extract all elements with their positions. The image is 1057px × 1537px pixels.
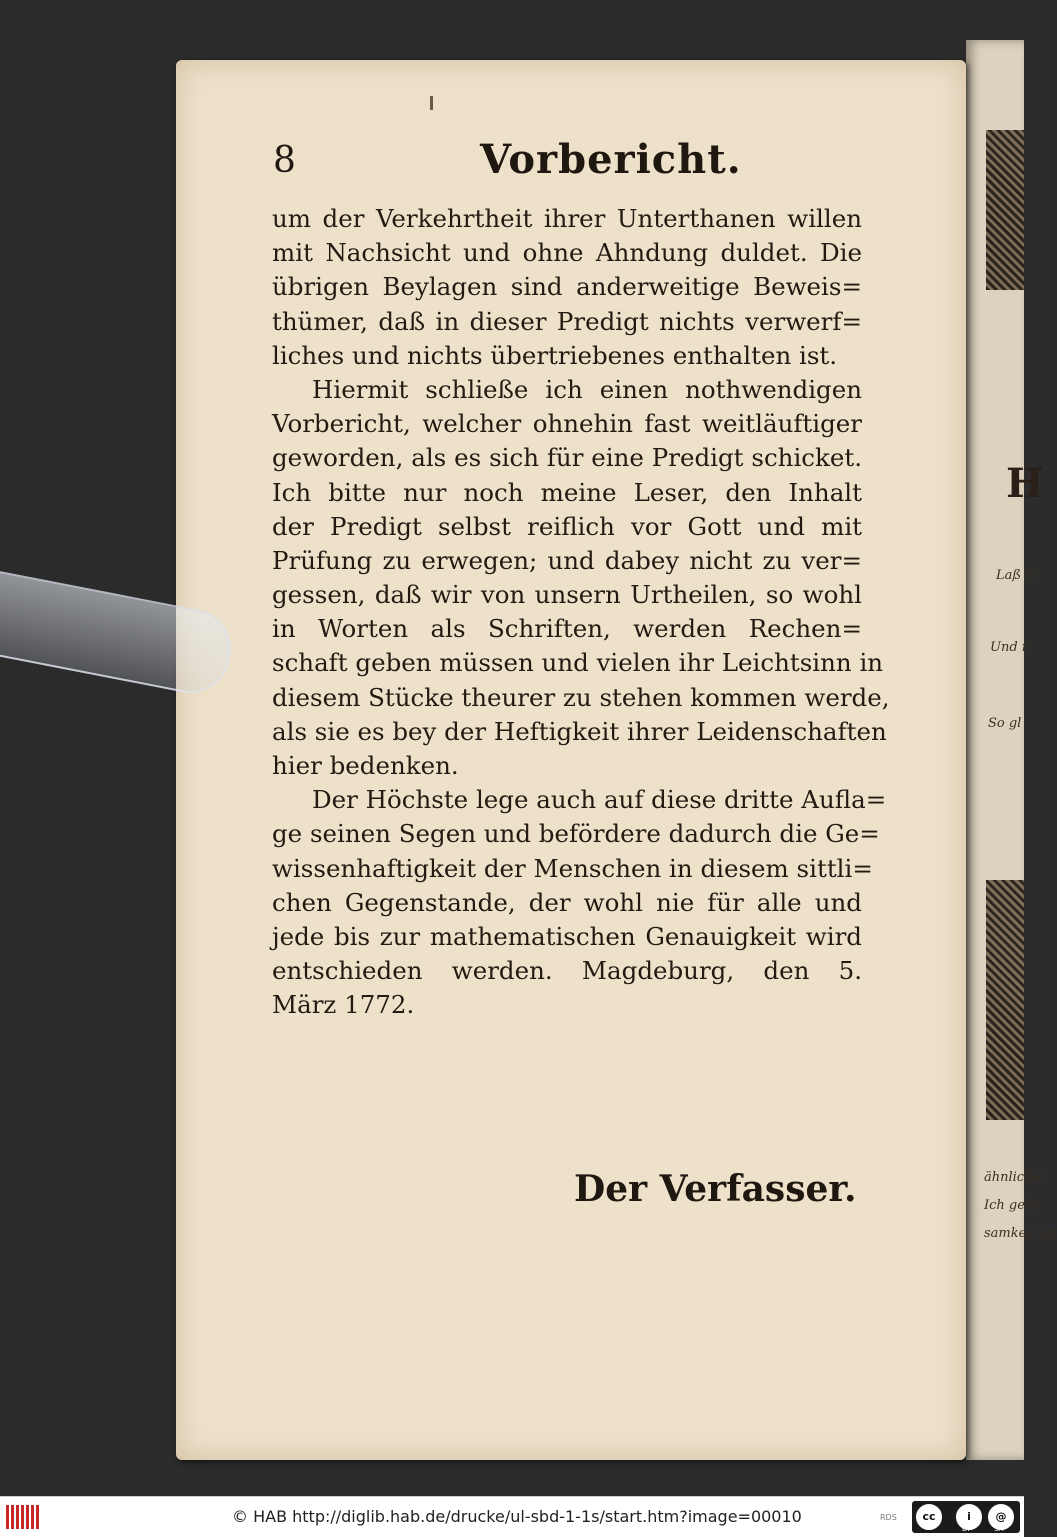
text-line: Ich bitte nur noch meine Leser, den Inhalt: [272, 477, 862, 507]
text-line: der Predigt selbst reiflich vor Gott und mit: [272, 511, 862, 541]
woodcut-ornament-bottom: [986, 880, 1024, 1120]
text-line: thümer, daß in dieser Predigt nichts verwerf=: [272, 306, 862, 336]
footer-small-text: RDS: [880, 1513, 897, 1522]
text-line: Vorbericht, welcher ohnehin fast weitläuftiger: [272, 409, 862, 439]
text-line: jede bis zur mathematischen Genauigkeit wird: [272, 921, 862, 951]
page-body: [272, 202, 890, 1023]
text-line: mit Nachsicht und ohne Ahndung duldet. Die: [272, 238, 862, 268]
text-line: chen Gegenstande, der wohl nie für alle und: [272, 887, 862, 917]
text-line: Hiermit schließe ich einen nothwendigen: [312, 374, 862, 404]
sa-icon: @: [988, 1504, 1014, 1530]
adjacent-fragment: Ich gehe: [984, 1198, 1042, 1213]
running-head: Vorbericht.: [480, 136, 742, 183]
adjacent-fragment: Laß fe: [996, 568, 1038, 583]
page-number: 8: [273, 140, 296, 181]
adjacent-fragment: H: [1006, 460, 1044, 507]
adjacent-fragment: So gl: [988, 716, 1022, 731]
text-line: Prüfung zu erwegen; und dabey nicht zu ver=: [272, 545, 862, 575]
adjacent-page-edge: [966, 40, 1057, 1460]
text-line: liches und nichts übertriebenes enthalten ist.: [272, 340, 838, 370]
text-line: Der Höchste lege auch auf diese dritte Aufla=: [312, 785, 887, 815]
cc-icon: cc: [916, 1504, 942, 1530]
text-line: in Worten als Schriften, werden Rechen=: [272, 614, 862, 644]
text-line: entschieden werden. Magdeburg, den 5.: [272, 956, 862, 986]
woodcut-ornament-top: [986, 130, 1024, 290]
adjacent-fragment: ähnlicher: [984, 1170, 1047, 1185]
text-line: als sie es bey der Heftigkeit ihrer Leidenschaften: [272, 716, 887, 746]
text-line: diesem Stücke theurer zu stehen kommen werde,: [272, 682, 890, 712]
text-line: wissenhaftigkeit der Menschen in diesem sittli=: [272, 853, 873, 883]
text-line: um der Verkehrtheit ihrer Unterthanen willen: [272, 204, 862, 233]
ink-mark: [430, 96, 433, 110]
by-label: BY: [962, 1525, 971, 1533]
adjacent-fragment: Und n: [990, 640, 1031, 655]
text-line: ge seinen Segen und befördere dadurch die Ge=: [272, 819, 880, 849]
library-logo-icon: [6, 1505, 40, 1529]
viewer-footer: [0, 1496, 1024, 1537]
by-icon: i: [956, 1504, 982, 1530]
text-line: gessen, daß wir von unsern Urtheilen, so wohl: [272, 580, 862, 610]
text-line: geworden, als es sich für eine Predigt schicket.: [272, 443, 862, 473]
copyright-link[interactable]: © HAB http://diglib.hab.de/drucke/ul-sbd-1-1s/start.htm?image=00010: [232, 1507, 802, 1526]
text-line: hier bedenken.: [272, 751, 459, 780]
adjacent-fragment: samkeit un: [984, 1226, 1057, 1241]
cc-license-badge[interactable]: [912, 1501, 1020, 1533]
text-line: März 1772.: [272, 990, 415, 1020]
signature: Der Verfasser.: [574, 1168, 857, 1210]
sa-label: SA: [994, 1525, 1004, 1533]
text-line: schaft geben müssen und vielen ihr Leichtsinn in: [272, 648, 884, 678]
text-line: übrigen Beylagen sind anderweitige Beweis=: [272, 272, 862, 302]
